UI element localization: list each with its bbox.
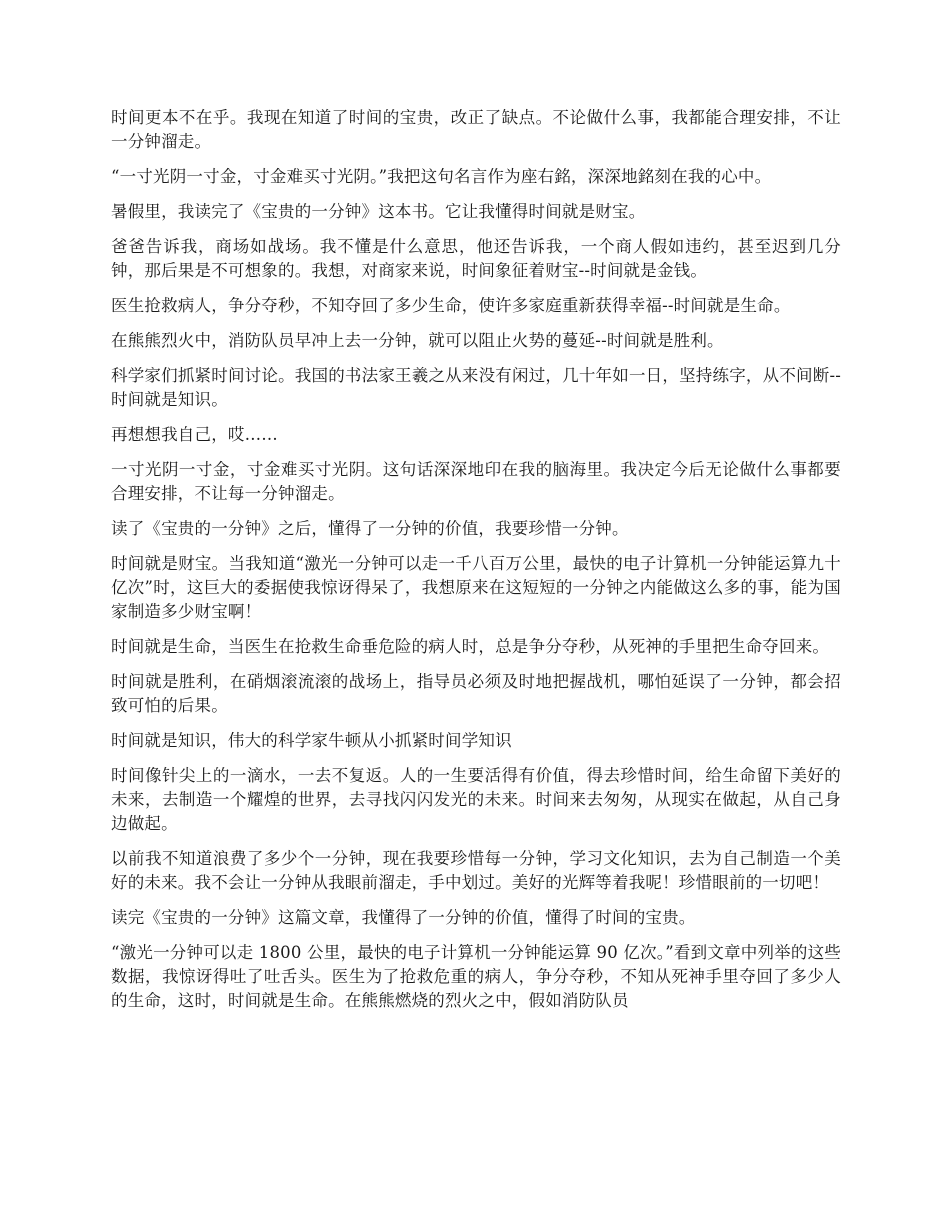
- paragraph: 爸爸告诉我，商场如战场。我不懂是什么意思，他还告诉我，一个商人假如违约，甚至迟到几分钟，那后果是不可想象的。我想，对商家来说，时间象征着财宝--时间就是金钱。: [111, 237, 841, 280]
- paragraph: “激光一分钟可以走 1800 公里，最快的电子计算机一分钟能运算 90 亿次。”看到文章中列举的这些数据，我惊讶得吐了吐舌头。医生为了抢救危重的病人，争分夺秒，不知从死神手里夺回了多少人的生命，这时，时间就是生命。在熊熊燃烧的烈火之中，假如消防队员: [111, 943, 841, 1010]
- paragraph: 医生抢救病人，争分夺秒，不知夺回了多少生命，使许多家庭重新获得幸福--时间就是生命。: [111, 296, 791, 315]
- paragraph: 读完《宝贵的一分钟》这篇文章，我懂得了一分钟的价值，懂得了时间的宝贵。: [111, 908, 696, 927]
- document-body: [111, 106, 841, 1024]
- paragraph: 读了《宝贵的一分钟》之后，懂得了一分钟的价值，我要珍惜一分钟。: [111, 519, 629, 538]
- paragraph: 暑假里，我读完了《宝贵的一分钟》这本书。它让我懂得时间就是财宝。: [111, 202, 646, 221]
- paragraph: 以前我不知道浪费了多少个一分钟，现在我要珍惜每一分钟，学习文化知识，去为自己制造一个美好的未来。我不会让一分钟从我眼前溜走，手中划过。美好的光辉等着我呢！珍惜眼前的一切吧！: [111, 849, 841, 892]
- paragraph: 时间就是财宝。当我知道“激光一分钟可以走一千八百万公里，最快的电子计算机一分钟能运算九十亿次”时，这巨大的委据使我惊讶得呆了，我想原来在这短短的一分钟之内能做这么多的事，能为国家制造多少财宝啊！: [111, 554, 841, 621]
- paragraph: 时间就是生命，当医生在抢救生命垂危险的病人时，总是争分夺秒，从死神的手里把生命夺回来。: [111, 637, 830, 656]
- paragraph: 科学家们抓紧时间讨论。我国的书法家王羲之从来没有闲过，几十年如一日，坚持练字，从不间断--时间就是知识。: [111, 366, 841, 409]
- paragraph: 在熊熊烈火中，消防队员早冲上去一分钟，就可以阻止火势的蔓延--时间就是胜利。: [111, 331, 724, 350]
- paragraph: “一寸光阴一寸金，寸金难买寸光阴。”我把这句名言作为座右銘，深深地銘刻在我的心中。: [111, 167, 772, 186]
- paragraph: 再想想我自己，哎……: [111, 425, 278, 444]
- paragraph: 时间就是知识，伟大的科学家牛顿从小抓紧时间学知识: [111, 731, 512, 750]
- paragraph: 时间就是胜利，在硝烟滚流滚的战场上，指导员必须及时地把握战机，哪怕延误了一分钟，都会招致可怕的后果。: [111, 672, 841, 715]
- paragraph: 一寸光阴一寸金，寸金难买寸光阴。这句话深深地印在我的脑海里。我决定今后无论做什么事都要合理安排，不让每一分钟溜走。: [111, 460, 841, 503]
- paragraph: 时间更本不在乎。我现在知道了时间的宝贵，改正了缺点。不论做什么事，我都能合理安排，不让一分钟溜走。: [111, 108, 841, 151]
- paragraph: 时间像针尖上的一滴水，一去不复返。人的一生要活得有价值，得去珍惜时间，给生命留下美好的未来，去制造一个耀煌的世界，去寻找闪闪发光的未来。时间来去匆匆，从现实在做起，从自己身边做起。: [111, 766, 841, 833]
